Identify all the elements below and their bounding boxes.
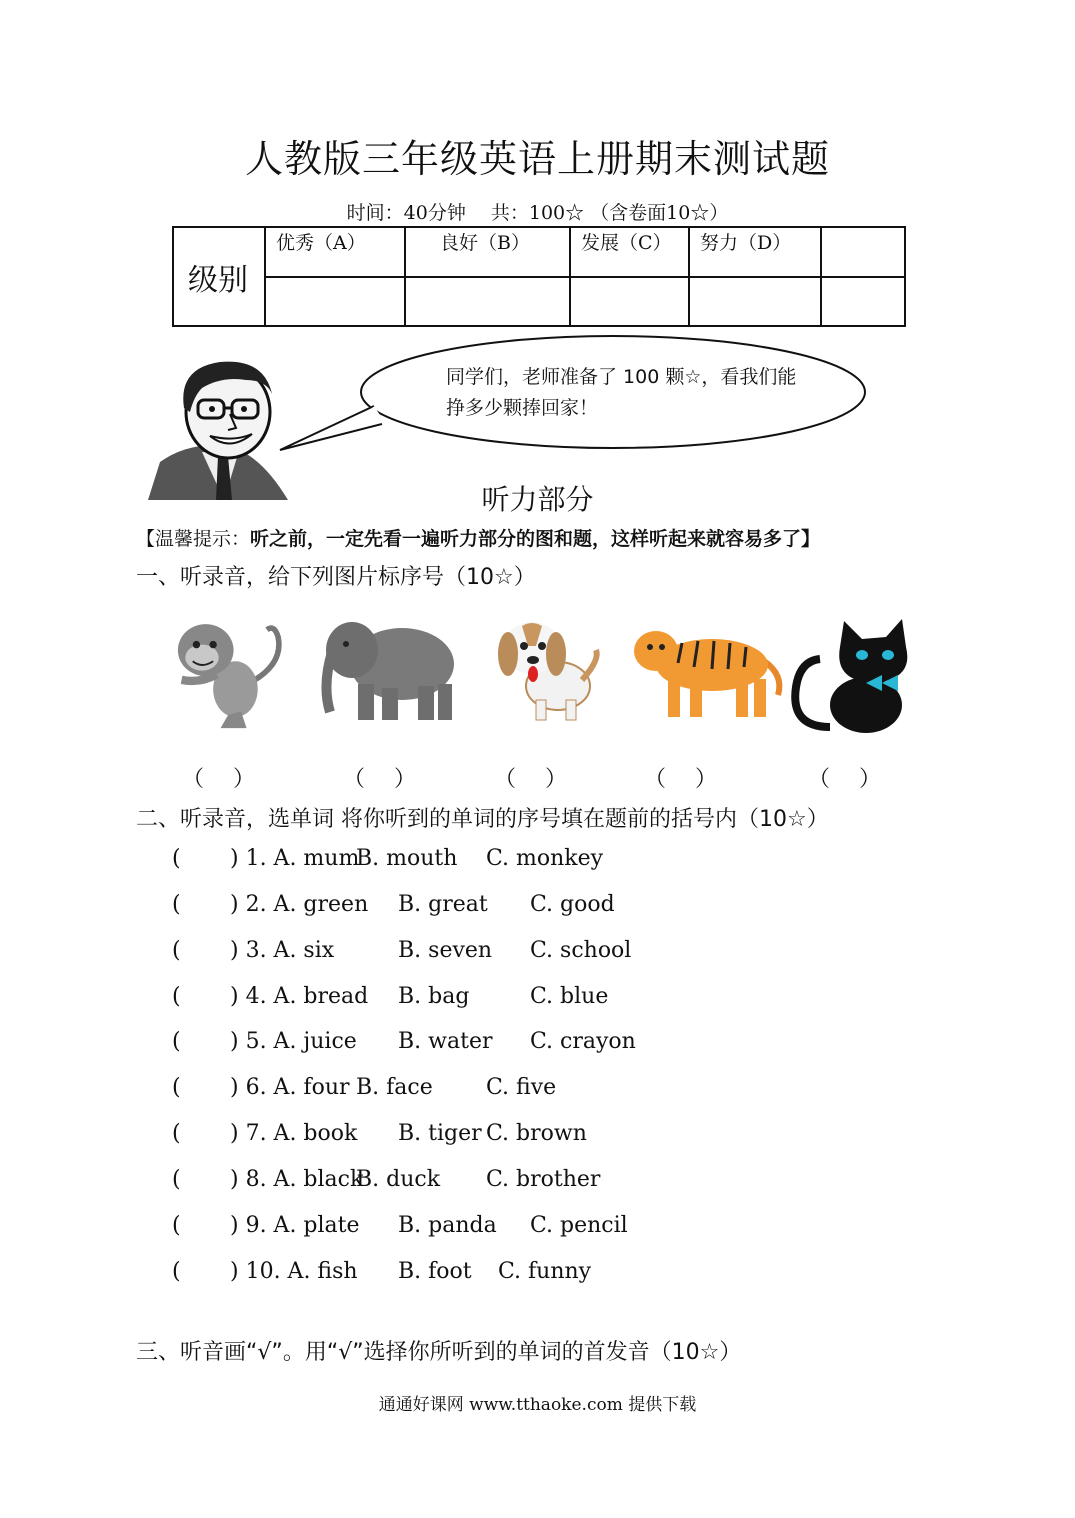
answer-blank-3[interactable]: （ ） [494, 767, 567, 792]
choice-a: ) 8. A. black [230, 1167, 364, 1192]
choice-c: C. blue [530, 984, 609, 1009]
choice-b: B. face [356, 1075, 433, 1100]
grade-cell[interactable] [405, 277, 570, 326]
answer-blank-1[interactable]: （ ） [182, 767, 255, 792]
answer-blank-4[interactable]: （ ） [644, 767, 717, 792]
grade-table [172, 226, 906, 327]
choice-a: ) 1. A. mum [230, 846, 360, 871]
cat-icon [790, 612, 930, 742]
question-3-heading: 三、听音画“√”。用“√”选择你所听到的单词的首发音（10☆） [136, 1340, 742, 1365]
choice-a: ) 7. A. book [230, 1121, 358, 1146]
answer-paren[interactable]: ( [172, 1075, 181, 1100]
answer-paren[interactable]: ( [172, 984, 181, 1009]
choice-b: B. tiger [398, 1121, 482, 1146]
grade-header-c: 发展（C） [570, 227, 689, 277]
choice-c: C. monkey [486, 846, 604, 871]
grade-header-a: 优秀（A） [265, 227, 405, 277]
tip-prefix: 【温馨提示： [136, 528, 251, 550]
exam-info: 时间：40分钟 共：100☆ （含卷面10☆） [346, 202, 729, 224]
grade-cell[interactable] [265, 277, 405, 326]
choice-b: B. foot [398, 1259, 472, 1284]
choice-a: ) 4. A. bread [230, 984, 369, 1009]
choice-a: ) 3. A. six [230, 938, 335, 963]
answer-paren[interactable]: ( [172, 1167, 181, 1192]
choice-b: B. water [398, 1029, 493, 1054]
choice-c: C. good [530, 892, 615, 917]
question-2-heading: 二、听录音，选单词 将你听到的单词的序号填在题前的括号内（10☆） [136, 807, 829, 832]
grade-cell[interactable] [570, 277, 689, 326]
answer-paren[interactable]: ( [172, 892, 181, 917]
choice-c: C. crayon [530, 1029, 636, 1054]
choice-b: B. bag [398, 984, 470, 1009]
monkey-icon [158, 600, 298, 730]
choice-c: C. five [486, 1075, 557, 1100]
grade-header-b: 良好（B） [405, 227, 570, 277]
answer-paren[interactable]: ( [172, 1029, 181, 1054]
choice-c: C. brother [486, 1167, 601, 1192]
answer-paren[interactable]: ( [172, 938, 181, 963]
grade-row-label: 级别 [173, 227, 265, 326]
answer-paren[interactable]: ( [172, 846, 181, 871]
elephant-icon [318, 600, 463, 730]
choice-b: B. seven [398, 938, 493, 963]
section-title: 听力部分 [481, 483, 594, 516]
tiger-icon [628, 600, 788, 730]
answer-paren[interactable]: ( [172, 1259, 181, 1284]
page-title: 人教版三年级英语上册期末测试题 [244, 137, 830, 181]
choice-b: B. mouth [356, 846, 458, 871]
footer-text: 通通好课网 www.tthaoke.com 提供下载 [378, 1395, 697, 1415]
grade-cell[interactable] [689, 277, 821, 326]
choice-a: ) 6. A. four [230, 1075, 350, 1100]
grade-header-d: 努力（D） [689, 227, 821, 277]
choice-a: ) 9. A. plate [230, 1213, 360, 1238]
dog-icon [496, 600, 606, 730]
grade-header-blank [821, 227, 905, 277]
choice-c: C. funny [498, 1259, 592, 1284]
choice-c: C. school [530, 938, 632, 963]
grade-cell[interactable] [821, 277, 905, 326]
answer-blank-5[interactable]: （ ） [808, 767, 881, 792]
answer-blank-2[interactable]: （ ） [343, 767, 416, 792]
choice-c: C. pencil [530, 1213, 628, 1238]
tip-text [136, 524, 820, 551]
choice-b: B. great [398, 892, 488, 917]
choice-c: C. brown [486, 1121, 587, 1146]
choice-a: ) 2. A. green [230, 892, 369, 917]
question-1-heading: 一、听录音，给下列图片标序号（10☆） [136, 565, 536, 590]
choice-a: ) 5. A. juice [230, 1029, 357, 1054]
answer-paren[interactable]: ( [172, 1213, 181, 1238]
speech-bubble-text: 同学们，老师准备了 100 颗☆，看我们能挣多少颗捧回家！ [446, 366, 797, 419]
tip-body: 听之前，一定先看一遍听力部分的图和题，这样听起来就容易多了】 [250, 528, 821, 550]
answer-paren[interactable]: ( [172, 1121, 181, 1146]
choice-b: B. panda [398, 1213, 497, 1238]
choice-a: ) 10. A. fish [230, 1259, 358, 1284]
choice-b: B. duck [356, 1167, 441, 1192]
